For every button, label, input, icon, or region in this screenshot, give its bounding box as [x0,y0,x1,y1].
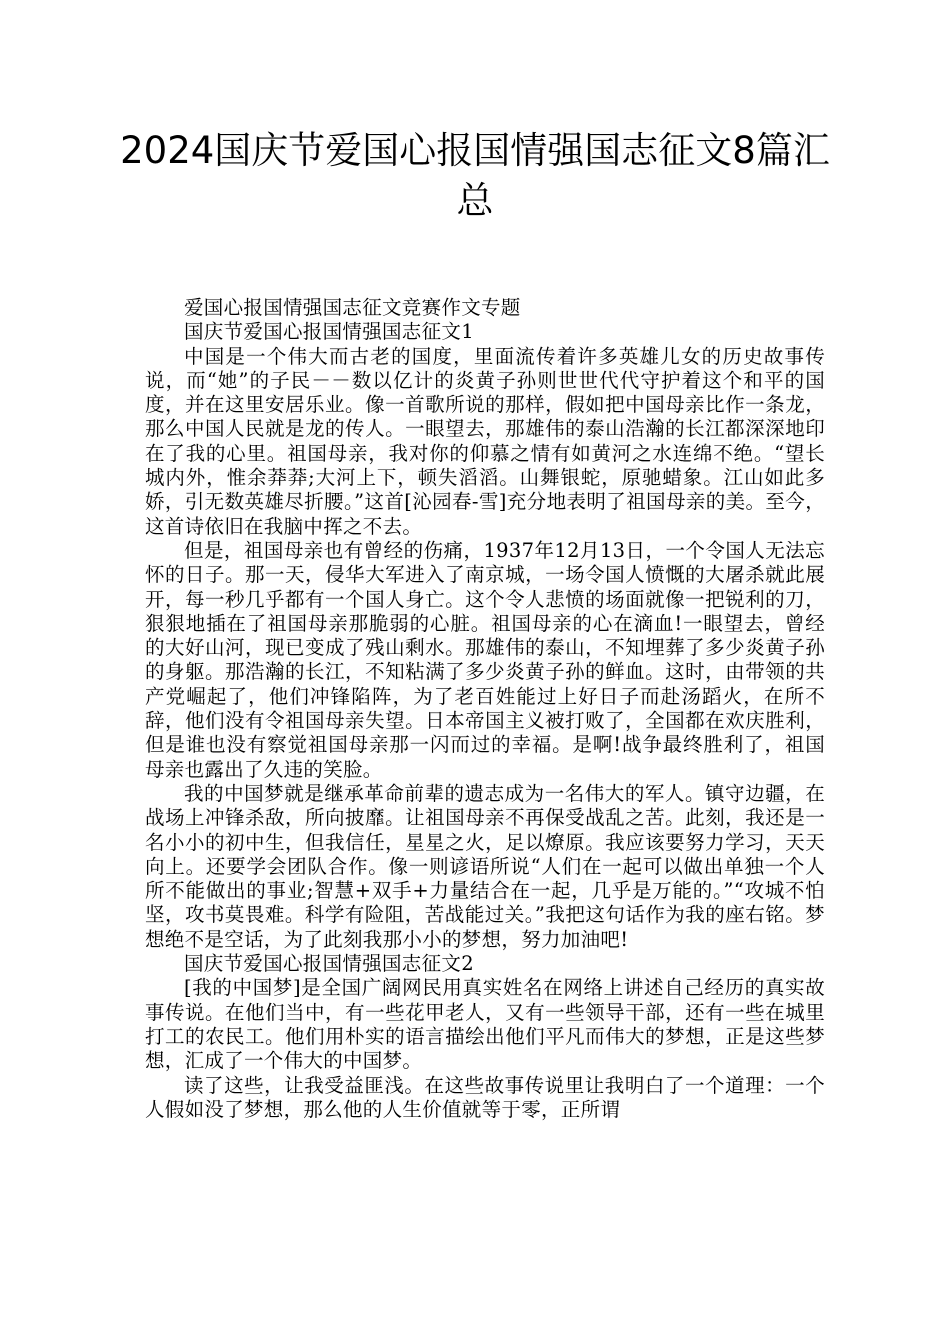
document-body [145,296,825,1122]
subtitle-line: 爱国心报国情强国志征文竞赛作文专题 [184,296,521,319]
paragraph: 我的中国梦就是继承革命前辈的遗志成为一名伟大的军人。镇守边疆，在战场上冲锋杀敌，所向披靡。让祖国母亲不再保受战乱之苦。此刻，我还是一名小小的初中生，但我信任，星星之火，足以燎原。我应该要努力学习，天天向上。还要学会团队合作。像一则谚语所说“人们在一起可以做出单独一个人所不能做出的事业;智慧+双手+力量结合在一起，几乎是万能的。”“攻城不怕坚，攻书莫畏难。科学有险阻，苦战能过关。”我把这句话作为我的座右铭。梦想绝不是空话，为了此刻我那小小的梦想，努力加油吧! [145,781,825,951]
paragraph: [我的中国梦]是全国广阔网民用真实姓名在网络上讲述自己经历的真实故事传说。在他们当中，有一些花甲老人，又有一些领导干部，还有一些在城里打工的农民工。他们用朴实的语言描绘出他们平凡而伟大的梦想，正是这些梦想，汇成了一个伟大的中国梦。 [145,976,825,1073]
paragraph: 读了这些，让我受益匪浅。在这些故事传说里让我明白了一个道理：一个人假如没了梦想，那么他的人生价值就等于零，正所谓 [145,1073,825,1121]
document-title: 2024国庆节爱国心报国情强国志征文8篇汇总 [120,129,830,222]
paragraph: 中国是一个伟大而古老的国度，里面流传着许多英雄儿女的历史故事传说，而“她”的子民－－数以亿计的炎黄子孙则世世代代守护着这个和平的国度，并在这里安居乐业。像一首歌所说的那样，假如把中国母亲比作一条龙，那么中国人民就是龙的传人。一眼望去，那雄伟的泰山浩瀚的长江都深深地印在了我的心里。祖国母亲，我对你的仰慕之情有如黄河之水连绵不绝。“望长城内外，惟余莽莽;大河上下，顿失滔滔。山舞银蛇，原驰蜡象。江山如此多娇，引无数英雄尽折腰。”这首[沁园春-雪]充分地表明了祖国母亲的美。至今，这首诗依旧在我脑中挥之不去。 [145,344,825,538]
section-heading-1: 国庆节爱国心报国情强国志征文1 [184,320,474,344]
paragraph: 但是，祖国母亲也有曾经的伤痛，1937年12月13日，一个令国人无法忘怀的日子。那一天，侵华大军进入了南京城，一场令国人愤慨的大屠杀就此展开，每一秒几乎都有一个国人身亡。这个令人悲愤的场面就像一把锐利的刀，狠狠地插在了祖国母亲那脆弱的心脏。祖国母亲的心在滴血!一眼望去，曾经的大好山河，现已变成了残山剩水。那雄伟的泰山，不知埋葬了多少炎黄子孙的身躯。那浩瀚的长江，不知粘满了多少炎黄子孙的鲜血。这时，由带领的共产党崛起了，他们冲锋陷阵，为了老百姓能过上好日子而赴汤蹈火，在所不辞，他们没有令祖国母亲失望。日本帝国主义被打败了，全国都在欢庆胜利，但是谁也没有察觉祖国母亲那一闪而过的幸福。是啊!战争最终胜利了，祖国母亲也露出了久违的笑脸。 [145,538,825,781]
section-heading-2: 国庆节爱国心报国情强国志征文2 [184,952,474,976]
